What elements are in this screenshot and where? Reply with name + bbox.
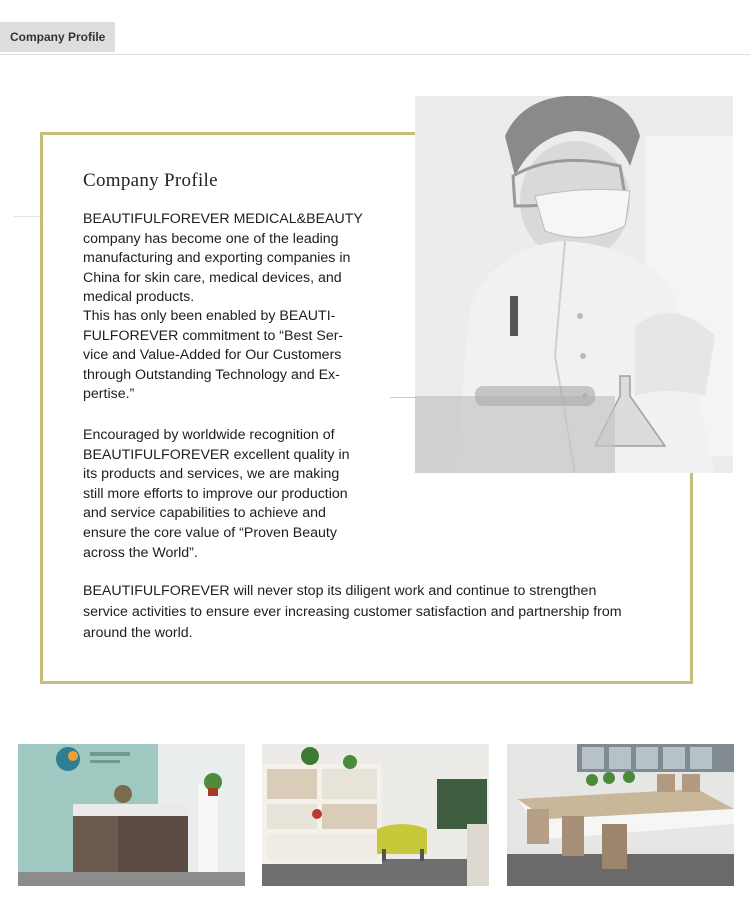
lounge-photo	[262, 744, 489, 886]
text-line: This has only been enabled by BEAUTI-	[83, 308, 336, 324]
text-line: vice and Value-Added for Our Customers	[83, 347, 342, 364]
lab-technician-photo	[415, 96, 733, 473]
text-line: still more efforts to improve our production	[83, 485, 348, 502]
text-line: ensure the core value of “Proven Beauty	[83, 524, 337, 541]
tab-bar	[0, 0, 750, 55]
paragraph-intro	[83, 210, 378, 308]
text-line: BEAUTIFULFOREVER excellent quality in	[83, 446, 350, 463]
text-line: service activities to ensure ever increasing customer satisfaction and partnership from	[83, 604, 622, 620]
meeting-room-photo	[507, 744, 734, 886]
paragraph-recognition	[83, 426, 378, 563]
text-line: China for skin care, medical devices, and	[83, 269, 342, 286]
text-line: its products and services, we are making	[83, 466, 340, 483]
text-line: around the world.	[83, 625, 193, 641]
text-line: manufacturing and exporting companies in	[83, 250, 351, 267]
tab-company-profile[interactable]: Company Profile	[0, 22, 115, 52]
text-line: medical products.	[83, 289, 195, 306]
decorative-line	[390, 397, 460, 398]
text-line: BEAUTIFULFOREVER will never stop its diligent work and continue to strengthen	[83, 583, 597, 599]
text-line: FULFOREVER commitment to “Best Ser-	[83, 327, 344, 344]
section-title: Company Profile	[83, 170, 218, 191]
text-line: Encouraged by worldwide recognition of	[83, 427, 335, 443]
text-line: BEAUTIFULFOREVER MEDICAL&BEAUTY	[83, 211, 363, 227]
text-line: across the World”.	[83, 544, 198, 561]
reception-photo	[18, 744, 245, 886]
paragraph-closing	[83, 581, 673, 644]
text-line: through Outstanding Technology and Ex-	[83, 366, 340, 383]
text-line: pertise.”	[83, 386, 135, 403]
text-line: and service capabilities to achieve and	[83, 505, 326, 522]
paragraph-commitment	[83, 307, 378, 405]
text-line: company has become one of the leading	[83, 230, 339, 247]
